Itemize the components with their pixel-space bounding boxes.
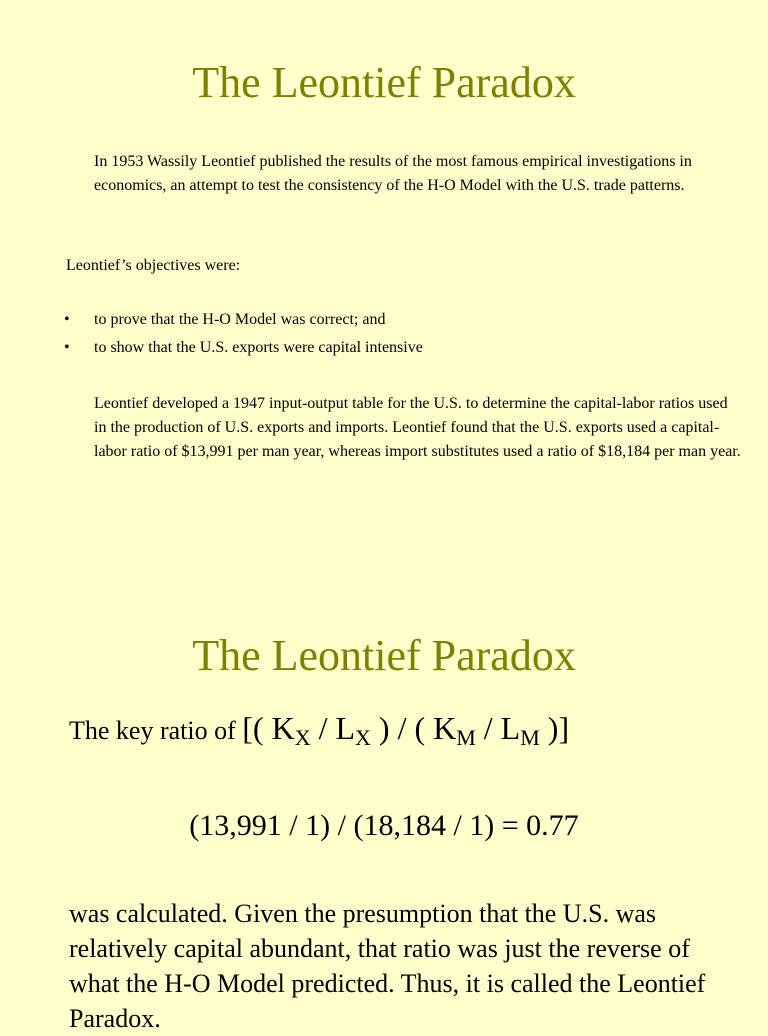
formula-sub: X [294, 725, 311, 750]
formula-close: )] [539, 710, 570, 746]
formula-open: [( K [242, 710, 295, 746]
slide-1-title: The Leontief Paradox [192, 58, 576, 107]
objectives-label: Leontief’s objectives were: [66, 257, 241, 274]
key-ratio-line [69, 708, 569, 751]
slide-2 [0, 600, 768, 1033]
key-ratio-label: The key ratio of [69, 716, 236, 745]
formula-part: ) / ( K [370, 710, 457, 746]
formula-part: / L [310, 710, 356, 746]
finding-paragraph: Leontief developed a 1947 input-output table for the U.S. to determine the capital-labor ratios used in the production of U.S. exports and imports. Leontief found that the U.S. exports used a capital-labor ratio of $13,991 per man year, whereas import substitutes used a ratio of $18,184 per man year. [94, 395, 741, 460]
bullet-icon: • [64, 339, 70, 356]
intro-paragraph: In 1953 Wassily Leontief published the results of the most famous empirical investigations in economics, an attempt to test the consistency of the H-O Model with the U.S. trade patterns. [94, 153, 692, 194]
objective-text: to prove that the H-O Model was correct; and [94, 311, 386, 328]
ratio-formula [242, 710, 570, 750]
objective-text: to show that the U.S. exports were capital intensive [94, 339, 423, 356]
slide-2-title: The Leontief Paradox [192, 631, 576, 680]
bullet-icon: • [64, 311, 70, 328]
formula-sub: X [355, 725, 371, 750]
formula-part: / L [475, 710, 521, 746]
ratio-calculation: (13,991 / 1) / (18,184 / 1) = 0.77 [189, 809, 579, 842]
formula-sub: M [520, 725, 540, 750]
formula-sub: M [456, 725, 476, 750]
conclusion-paragraph: was calculated. Given the presumption that the U.S. was relatively capital abundant, that ratio was just the reverse of what the H-O Model predicted. Thus, it is called the Leontief Paradox. [69, 899, 706, 1033]
